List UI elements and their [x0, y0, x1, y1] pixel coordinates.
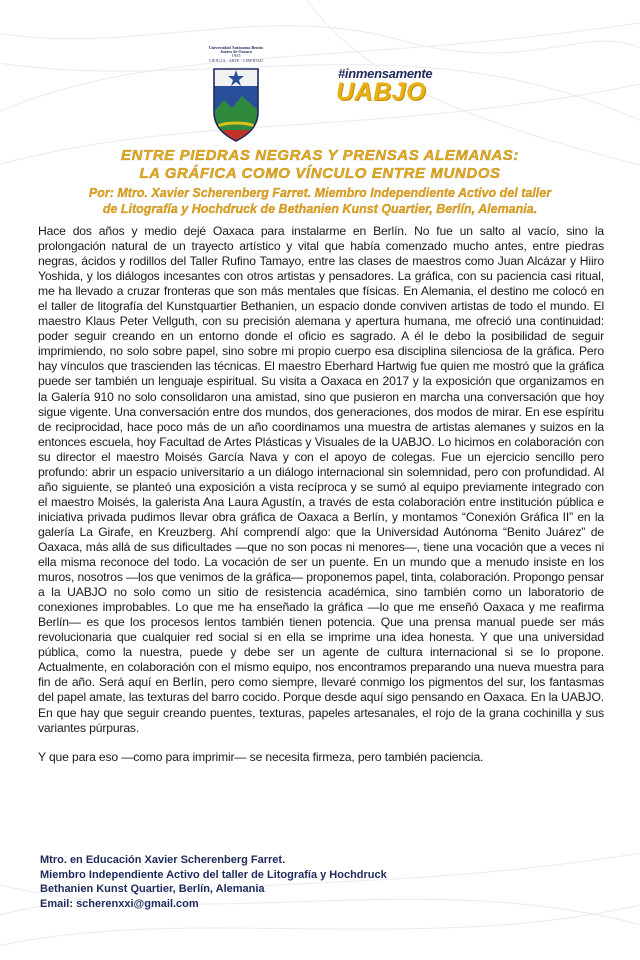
signature-email: Email: scherenxxi@gmail.com — [40, 897, 199, 910]
brand-name: UABJO — [336, 78, 427, 106]
closing-paragraph: Y que para eso —como para imprimir— se necesita firmeza, pero también paciencia. — [38, 749, 484, 764]
shield-icon — [212, 66, 260, 142]
article-title-line-1: ENTRE PIEDRAS NEGRAS Y PRENSAS ALEMANAS: — [121, 147, 519, 164]
byline-line-2: de Litografía y Hochdruck de Bethanien Kunst Quartier, Berlín, Alemania. — [102, 202, 538, 216]
signature-role: Miembro Independiente Activo del taller de Litografía y Hochdruck — [40, 868, 387, 881]
signature-name: Mtro. en Educación Xavier Scherenberg Farret. — [40, 854, 286, 866]
uabjo-brand-logo — [336, 66, 446, 122]
signature-location: Bethanien Kunst Quartier, Berlín, Alemania — [40, 883, 265, 895]
university-seal — [206, 44, 266, 142]
byline-line-1: Por: Mtro. Xavier Scherenberg Farret. Miembro Independiente Activo del taller — [88, 186, 552, 200]
header-logos — [0, 44, 640, 144]
brand-tagline: #inmensamente — [338, 66, 433, 81]
seal-motto: CIENCIA · ARTE · LIBERTAD — [208, 59, 264, 63]
article-title-line-2: LA GRÁFICA COMO VÍNCULO ENTRE MUNDOS — [139, 165, 501, 182]
seal-university-name: Universidad Autónoma Benito Juárez de Oaxaca — [208, 45, 264, 55]
author-signature — [40, 853, 600, 911]
body-paragraph: Hace dos años y medio dejé Oaxaca para instalarme en Berlín. No fue un salto al vacío, sino la prolongación natural de un trayecto artístico y vital que había comenzado mucho antes, entre piedras negras, ácidos y rodillos del Taller Rufino Tamayo, entre las clases de maestros como Juan Alcázar y Hiiro Yoshida, y los diálogos incesantes con otros artistas y pensadores. La gráfica, con su paciencia casi ritual, me ha llevado a cruzar fronteras que son más mentales que físicas. En Alemania, el destino me colocó en el taller de litografía del Kunstquartier Bethanien, un espacio donde conviven artistas de todo el mundo. El maestro Klaus Peter Vellguth, con su precisión alemana y apertura humana, me ofreció una continuidad: poder seguir creando en un entorno donde el oficio es sagrado. A él le debo la posibilidad de seguir imprimiendo, no solo sobre papel, sino sobre mi propio cuerpo esa disciplina silenciosa de la gráfica. Pero hay vínculos que trascienden las técnicas. El maestro Eberhard Hartwig fue quien me mostró que la gráfica puede ser también un lenguaje espiritual. Su visita a Oaxaca en 2017 y la exposición que organizamos en la Galería 910 no solo consolidaron una amistad, sino que pusieron en marcha una conversación que hoy sigue vigente. Una conversación entre dos mundos, dos generaciones, dos modos de mirar. En ese espíritu de reciprocidad, hace poco más de un año coordinamos una muestra de artistas alemanes y suizos en la entonces escuela, hoy Facultad de Artes Plásticas y Visuales de la UABJO. Lo hicimos en colaboración con su director el maestro Moisés García Nava y con el apoyo de colegas. Fue un ejercicio sencillo pero profundo: abrir un espacio universitario a un diálogo internacional sin solemnidad, pero con profundidad. Al año siguiente, se planteó una exposición a vista recíproca y se sumó al equipo previamente integrado con el maestro Moisés, la galerista Ana Laura Agustín, a través de esta colaboración entre institución pública e iniciativa privada pudimos llevar obra gráfica de Oaxaca a Berlín, y montamos “Conexión Gráfica II” en la galería La Girafe, en Kreuzberg. Ahí comprendí algo: que la Universidad Autónoma “Benito Juárez” de Oaxaca, más allá de sus dificultades —que no son pocas ni menores—, tiene una vocación que a veces ni ella misma reconoce del todo. La vocación de ser un puente. En un mundo que a menudo insiste en los muros, nosotros —los que venimos de la gráfica— proponemos papel, tinta, colaboración. Propongo pensar a la UABJO no solo como un sitio de resistencia académica, sino también como un laboratorio de conexiones improbables. Lo que me ha enseñado la gráfica —lo que me enseñó Oaxaca y me reafirma Berlín— es que los procesos lentos también tienen potencia. Que una prensa manual puede ser más revolucionaria que cualquier red social si en ella se imprime una idea honesta. Y que una universidad pública, como la nuestra, puede y debe ser un agente de cultura internacional si se lo propone. Actualmente, en colaboración con el mismo equipo, nos encontramos preparando una nueva muestra para fin de año. Será aquí en Berlín, pero como siempre, llevaré conmigo los pigmentos del sur, los fantasmas del papel amate, las texturas del barro cocido. Porque desde aquí sigo pensando en Oaxaca. En la UABJO. En que hay que seguir creando puentes, texturas, papeles artesanales, el rojo de la grana cochinilla y sus variantes púrpuras. — [38, 224, 604, 735]
article-heading — [30, 147, 610, 217]
seal-year: 1955 — [231, 53, 241, 58]
article-body — [38, 224, 604, 765]
